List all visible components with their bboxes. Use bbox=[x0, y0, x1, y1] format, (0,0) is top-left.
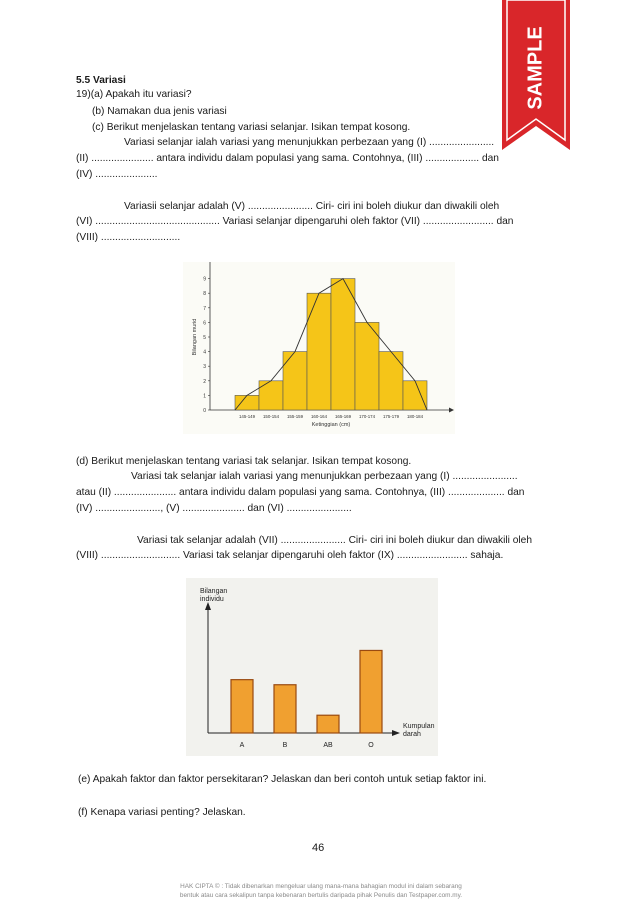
x-axis-label-1: Kumpulan bbox=[403, 723, 435, 730]
y-tick-label: 3 bbox=[203, 364, 206, 371]
y-axis-label-1: Bilangan bbox=[200, 588, 228, 595]
blood-group-bar bbox=[274, 685, 296, 733]
histogram-bar bbox=[403, 381, 427, 410]
y-tick-label: 2 bbox=[203, 378, 206, 385]
section-title: 5.5 Variasi bbox=[76, 75, 126, 86]
question-19d: (d) Berikut menjelaskan tentang variasi tak selanjar. Isikan tempat kosong. bbox=[76, 456, 412, 467]
d-line-2: atau (II) ...................... antara individu dalam populasi yang sama. Contohnya, (III) .................... dan bbox=[76, 487, 525, 498]
sample-stamp bbox=[502, 0, 570, 150]
x-tick-label: 145-149 bbox=[238, 414, 256, 419]
histogram-svg bbox=[183, 262, 455, 434]
y-tick-label: 0 bbox=[203, 408, 206, 414]
question-19f: (f) Kenapa variasi penting? Jelaskan. bbox=[78, 807, 246, 818]
page-number: 46 bbox=[312, 842, 325, 854]
c-line-3: (IV) ...................... bbox=[76, 169, 158, 180]
c-line-5: (VI) ............................................ Variasi selanjar dipengaruhi oleh faktor (VII) ......................... dan bbox=[76, 216, 514, 227]
histogram-bar bbox=[259, 381, 283, 410]
histogram-bar bbox=[307, 293, 331, 410]
d-line-1: Variasi tak selanjar ialah variasi yang menunjukkan perbezaan yang (I) ....................... bbox=[131, 471, 518, 482]
question-19c: (c) Berikut menjelaskan tentang variasi selanjar. Isikan tempat kosong. bbox=[92, 122, 411, 133]
x-tick-label: O bbox=[368, 742, 374, 749]
x-tick-label: AB bbox=[323, 742, 333, 749]
y-tick-label: 4 bbox=[203, 349, 206, 356]
y-tick-label: 8 bbox=[203, 291, 206, 298]
blood-group-bar bbox=[317, 715, 339, 733]
x-axis-label: Ketinggian (cm) bbox=[311, 422, 351, 428]
d-line-3: (IV) ......................., (V) ...................... dan (VI) ....................... bbox=[76, 503, 352, 514]
y-tick-label: 1 bbox=[203, 393, 206, 400]
x-tick-label: B bbox=[282, 742, 288, 749]
histogram-bar bbox=[235, 395, 259, 410]
c-line-1: Variasi selanjar ialah variasi yang menunjukkan perbezaan yang (I) ....................... bbox=[124, 137, 495, 148]
y-axis-label: Bilangan murid bbox=[192, 318, 198, 356]
blood-group-chart bbox=[186, 578, 438, 756]
y-tick-label: 9 bbox=[203, 276, 206, 283]
histogram-bar bbox=[379, 352, 403, 410]
x-axis-arrow bbox=[449, 408, 454, 413]
blood-group-bar bbox=[231, 680, 253, 733]
c-line-2: (II) ...................... antara individu dalam populasi yang sama. Contohnya, (III) ................... dan bbox=[76, 153, 499, 164]
question-19e: (e) Apakah faktor dan faktor persekitaran? Jelaskan dan beri contoh untuk setiap faktor ini. bbox=[78, 774, 487, 785]
x-tick-label: 155-159 bbox=[286, 414, 304, 419]
d-line-5: (VIII) ............................ Variasi tak selanjar dipengaruhi oleh faktor (IX) ......................... sahaja. bbox=[76, 550, 504, 561]
x-tick-label: A bbox=[239, 742, 245, 749]
x-axis-label-2: darah bbox=[403, 731, 421, 738]
c-line-4: Variasii selanjar adalah (V) ....................... Ciri- ciri ini boleh diukur dan diwakili oleh bbox=[124, 201, 500, 212]
copyright-line-1: HAK CIPTA © : Tidak dibenarkan mengeluar ulang mana-mana bahagian modul ini dalam sebarang bbox=[180, 883, 462, 890]
blood-group-bar bbox=[360, 650, 382, 733]
histogram-bar bbox=[355, 322, 379, 410]
y-tick-label: 7 bbox=[203, 305, 206, 312]
question-19b: (b) Namakan dua jenis variasi bbox=[92, 106, 227, 117]
x-tick-label: 170-174 bbox=[358, 414, 376, 419]
histogram-bar bbox=[283, 352, 307, 410]
x-tick-label: 165-169 bbox=[334, 414, 352, 419]
x-tick-label: 160-164 bbox=[310, 414, 328, 419]
question-19a: 19)(a) Apakah itu variasi? bbox=[76, 89, 192, 100]
histogram-bar bbox=[331, 279, 355, 410]
y-axis-arrow bbox=[205, 602, 211, 610]
y-axis-label-2: individu bbox=[200, 596, 224, 603]
x-tick-label: 150-154 bbox=[262, 414, 280, 419]
stamp-text: SAMPLE bbox=[524, 26, 547, 110]
y-tick-label: 6 bbox=[203, 320, 206, 327]
copyright-line-2: bentuk atau cara sekalipun tanpa kebenaran bertulis daripada pihak Penulis dan Testpaper.com.my. bbox=[179, 892, 463, 899]
y-tick-label: 5 bbox=[203, 335, 206, 341]
blood-chart-svg bbox=[186, 578, 438, 756]
height-histogram bbox=[183, 262, 455, 434]
x-tick-label: 180-184 bbox=[406, 414, 424, 419]
x-axis-arrow bbox=[392, 730, 400, 736]
c-line-6: (VIII) ............................ bbox=[76, 232, 181, 243]
d-line-4: Variasi tak selanjar adalah (VII) ....................... Ciri- ciri ini boleh diukur dan diwakili oleh bbox=[137, 535, 533, 546]
x-tick-label: 175-179 bbox=[382, 414, 400, 419]
